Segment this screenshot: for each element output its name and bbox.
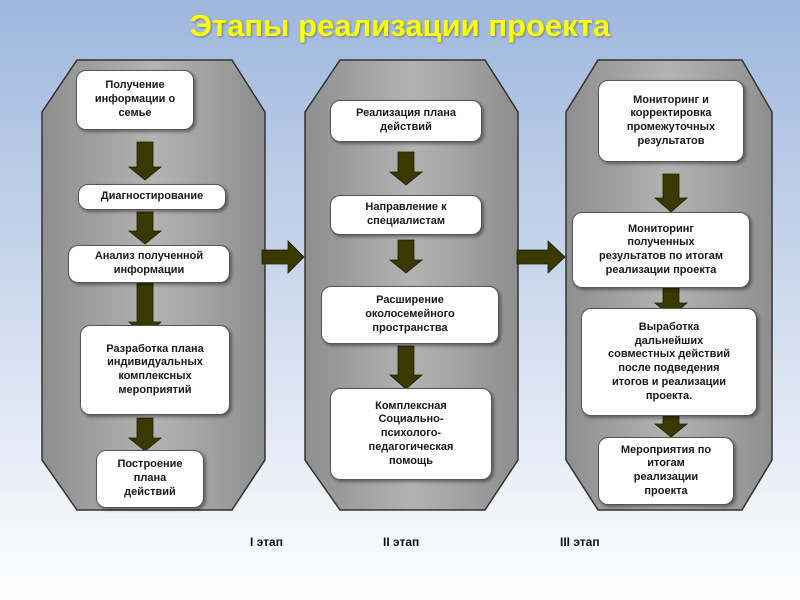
box-final-events: Мероприятия по итогам реализации проекта [598, 437, 734, 505]
box-environment-expansion: Расширение околосемейного пространства [321, 286, 499, 344]
box-specialists-referral: Направление к специалистам [330, 195, 482, 235]
box-diagnostics: Диагностирование [78, 184, 226, 210]
box-interim-monitoring: Мониторинг и корректировка промежуточных результатов [598, 80, 744, 162]
box-get-family-info: Получение информации о семье [76, 70, 194, 130]
box-plan-development: Разработка плана индивидуальных комплексных мероприятий [80, 325, 230, 415]
box-plan-implementation: Реализация плана действий [330, 100, 482, 142]
arrow-right-icon [517, 241, 565, 273]
stage-2-label: II этап [383, 535, 420, 549]
stage-1-label: I этап [250, 535, 283, 549]
box-build-plan: Построение плана действий [96, 450, 204, 508]
box-results-monitoring: Мониторинг полученных результатов по итогам реализации проекта [572, 212, 750, 288]
box-info-analysis: Анализ полученной информации [68, 245, 230, 283]
page-title: Этапы реализации проекта [189, 8, 611, 43]
stage-3-label: III этап [560, 535, 600, 549]
box-further-actions: Выработка дальнейших совместных действий после подведения итогов и реализации проекта. [581, 308, 757, 416]
box-complex-help: Комплексная Социально- психолого- педагогическая помощь [330, 388, 492, 480]
arrow-right-icon [262, 241, 304, 273]
